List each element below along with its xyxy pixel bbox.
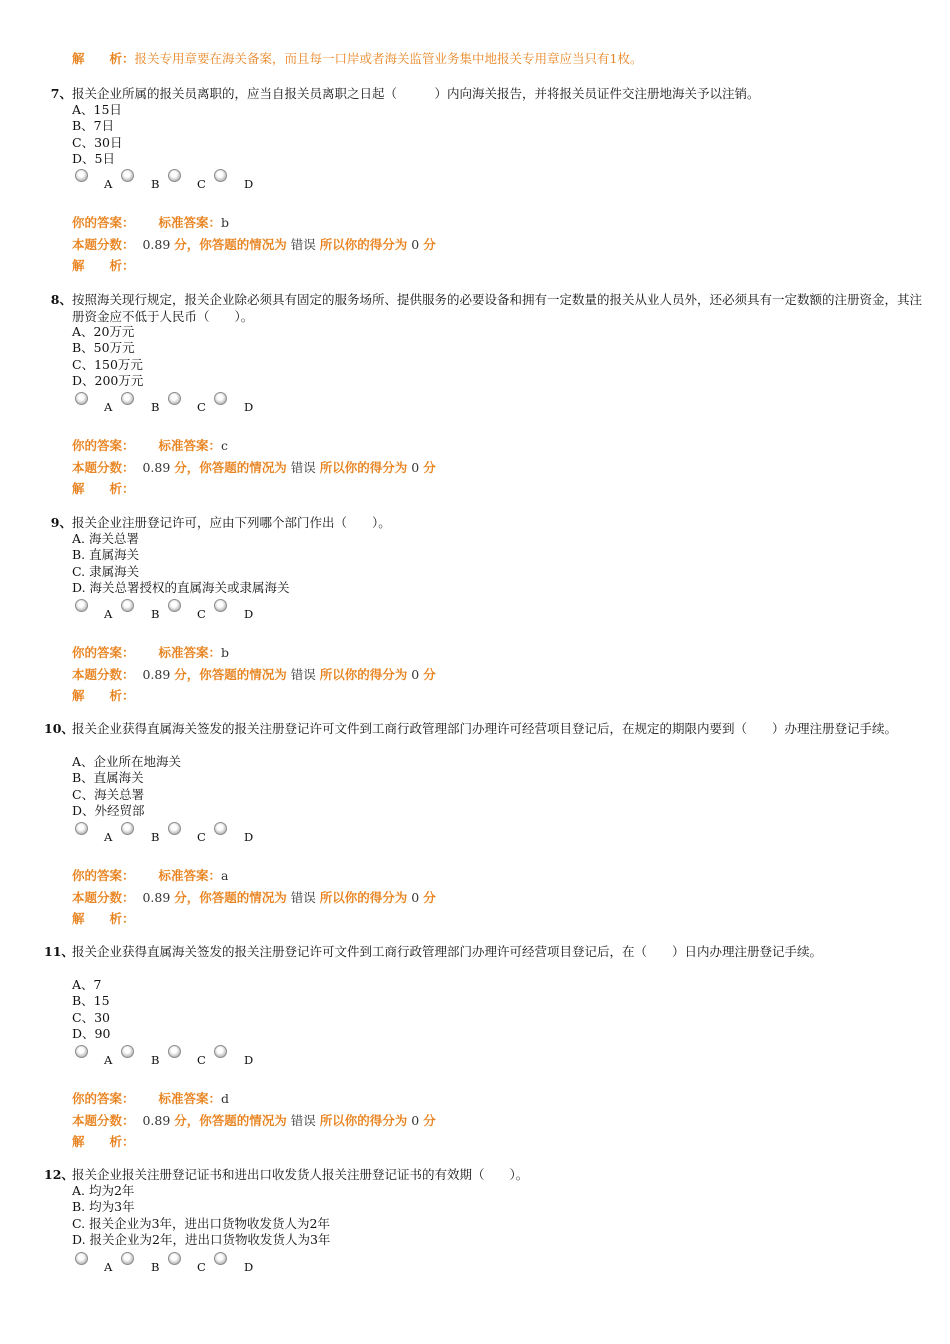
score-unit: 分，你答题的情况为 bbox=[174, 460, 287, 475]
score-value: 0.89 bbox=[142, 237, 171, 252]
radio-label-c: C bbox=[197, 177, 206, 191]
analysis-label: 解 析： bbox=[72, 1134, 135, 1149]
standard-answer-label: 标准答案： bbox=[158, 868, 222, 883]
gain-label: 所以你的得分为 bbox=[319, 890, 408, 905]
radio-d[interactable] bbox=[214, 822, 227, 835]
option-c: C、30 bbox=[72, 1009, 110, 1025]
option-d: D、外经贸部 bbox=[72, 802, 145, 818]
option-a: A、20万元 bbox=[72, 324, 135, 339]
score-label: 本题分数： bbox=[72, 237, 135, 252]
question-stem: 报关企业获得直属海关签发的报关注册登记许可文件到工商行政管理部门办理许可经营项目登记后，在规定的期限内要到（ ）办理注册登记手续。 bbox=[72, 721, 898, 736]
radio-label-a: A bbox=[104, 607, 113, 621]
question-number: 11、 bbox=[44, 944, 74, 959]
score-label: 本题分数： bbox=[72, 460, 135, 475]
radio-a[interactable] bbox=[75, 1045, 88, 1058]
question-number: 9、 bbox=[50, 515, 72, 530]
gain-value: 0 bbox=[411, 667, 420, 682]
score-value: 0.89 bbox=[142, 1113, 171, 1128]
option-c: C. 报关企业为3年，进出口货物收发货人为2年 bbox=[72, 1215, 330, 1231]
option-b: B. 均为3年 bbox=[72, 1199, 135, 1215]
radio-label-b: B bbox=[151, 607, 160, 621]
radio-label-d: D bbox=[244, 177, 254, 191]
option-c: C、150万元 bbox=[72, 356, 143, 372]
option-list bbox=[72, 102, 122, 167]
radio-a[interactable] bbox=[75, 169, 88, 182]
radio-b[interactable] bbox=[121, 1252, 134, 1265]
radio-label-d: D bbox=[244, 607, 254, 621]
question-stem: 报关企业报关注册登记证书和进出口收发货人报关注册登记证书的有效期（ ）。 bbox=[72, 1167, 529, 1182]
question-number: 12、 bbox=[44, 1167, 74, 1182]
question-number: 8、 bbox=[50, 292, 72, 307]
standard-answer-value: c bbox=[221, 438, 229, 453]
your-answer-label: 你的答案： bbox=[72, 438, 135, 453]
radio-c[interactable] bbox=[168, 169, 181, 182]
score-value: 0.89 bbox=[142, 667, 171, 682]
radio-b[interactable] bbox=[121, 599, 134, 612]
option-b: B. 直属海关 bbox=[72, 547, 140, 563]
radio-label-d: D bbox=[244, 400, 254, 414]
option-a: A. 海关总署 bbox=[72, 531, 139, 546]
gain-label: 所以你的得分为 bbox=[319, 460, 408, 475]
score-value: 0.89 bbox=[142, 460, 171, 475]
radio-label-c: C bbox=[197, 1260, 206, 1274]
answer-radio-group bbox=[72, 169, 292, 191]
option-d: D、5日 bbox=[72, 150, 115, 166]
gain-value: 0 bbox=[411, 237, 420, 252]
analysis-label: 解 析： bbox=[72, 481, 135, 496]
analysis-label: 解 析： bbox=[72, 258, 135, 273]
score-unit: 分，你答题的情况为 bbox=[174, 667, 287, 682]
option-a: A. 均为2年 bbox=[72, 1183, 135, 1198]
question-stem: 报关企业获得直属海关签发的报关注册登记许可文件到工商行政管理部门办理许可经营项目登记后，在（ ）日内办理注册登记手续。 bbox=[72, 944, 823, 959]
radio-c[interactable] bbox=[168, 599, 181, 612]
standard-answer-value: d bbox=[221, 1091, 230, 1106]
radio-label-c: C bbox=[197, 400, 206, 414]
score-label: 本题分数： bbox=[72, 890, 135, 905]
option-a: A、15日 bbox=[72, 102, 122, 117]
question-stem: 按照海关现行规定，报关企业除必须具有固定的服务场所、提供服务的必要设备和拥有一定数量的报关从业人员外，还必须具有一定数额的注册资金，其注册资金应不低于人民币（ ）。 bbox=[72, 292, 923, 324]
result-status: 错误 bbox=[290, 460, 316, 475]
your-answer-label: 你的答案： bbox=[72, 645, 135, 660]
option-b: B、50万元 bbox=[72, 340, 135, 356]
radio-b[interactable] bbox=[121, 1045, 134, 1058]
previous-question-analysis bbox=[72, 49, 642, 67]
analysis-label: 解 析： bbox=[72, 51, 135, 66]
option-d: D. 报关企业为2年，进出口货物收发货人为3年 bbox=[72, 1231, 331, 1247]
option-d: D、90 bbox=[72, 1025, 111, 1041]
radio-c[interactable] bbox=[168, 822, 181, 835]
radio-label-b: B bbox=[151, 400, 160, 414]
radio-c[interactable] bbox=[168, 1045, 181, 1058]
radio-label-d: D bbox=[244, 1053, 254, 1067]
radio-d[interactable] bbox=[214, 1252, 227, 1265]
radio-c[interactable] bbox=[168, 392, 181, 405]
score-label: 本题分数： bbox=[72, 667, 135, 682]
option-b: B、15 bbox=[72, 993, 110, 1009]
standard-answer-value: a bbox=[221, 868, 229, 883]
radio-d[interactable] bbox=[214, 169, 227, 182]
your-answer-label: 你的答案： bbox=[72, 868, 135, 883]
standard-answer-label: 标准答案： bbox=[158, 438, 222, 453]
analysis-label: 解 析： bbox=[72, 911, 135, 926]
radio-b[interactable] bbox=[121, 169, 134, 182]
analysis-text: 报关专用章要在海关备案，而且每一口岸或者海关监管业务集中地报关专用章应当只有1枚。 bbox=[134, 51, 643, 66]
standard-answer-label: 标准答案： bbox=[158, 215, 222, 230]
score-unit: 分，你答题的情况为 bbox=[174, 237, 287, 252]
radio-label-d: D bbox=[244, 830, 254, 844]
gain-label: 所以你的得分为 bbox=[319, 1113, 408, 1128]
result-status: 错误 bbox=[290, 667, 316, 682]
radio-a[interactable] bbox=[75, 822, 88, 835]
radio-label-d: D bbox=[244, 1260, 254, 1274]
radio-label-a: A bbox=[104, 830, 113, 844]
radio-a[interactable] bbox=[75, 599, 88, 612]
radio-a[interactable] bbox=[75, 392, 88, 405]
radio-label-b: B bbox=[151, 1260, 160, 1274]
option-b: B、7日 bbox=[72, 118, 115, 134]
option-c: C、30日 bbox=[72, 134, 123, 150]
answer-radio-group bbox=[72, 822, 292, 844]
option-c: C、海关总署 bbox=[72, 786, 145, 802]
option-d: D、200万元 bbox=[72, 372, 144, 388]
gain-value: 0 bbox=[411, 1113, 420, 1128]
score-unit: 分，你答题的情况为 bbox=[174, 1113, 287, 1128]
standard-answer-label: 标准答案： bbox=[158, 1091, 222, 1106]
question-number: 10、 bbox=[44, 721, 74, 736]
option-a: A、企业所在地海关 bbox=[72, 754, 182, 769]
option-list bbox=[72, 531, 290, 596]
radio-label-a: A bbox=[104, 1260, 113, 1274]
radio-a[interactable] bbox=[75, 1252, 88, 1265]
standard-answer-value: b bbox=[221, 645, 230, 660]
option-list bbox=[72, 754, 181, 819]
analysis-label: 解 析： bbox=[72, 688, 135, 703]
answer-radio-group bbox=[72, 599, 292, 621]
radio-d[interactable] bbox=[214, 1045, 227, 1058]
radio-label-a: A bbox=[104, 1053, 113, 1067]
score-label: 本题分数： bbox=[72, 1113, 135, 1128]
gain-unit: 分 bbox=[423, 1113, 436, 1128]
your-answer-label: 你的答案： bbox=[72, 1091, 135, 1106]
your-answer-label: 你的答案： bbox=[72, 215, 135, 230]
radio-d[interactable] bbox=[214, 599, 227, 612]
score-value: 0.89 bbox=[142, 890, 171, 905]
gain-unit: 分 bbox=[423, 460, 436, 475]
radio-label-b: B bbox=[151, 830, 160, 844]
gain-value: 0 bbox=[411, 460, 420, 475]
option-c: C. 隶属海关 bbox=[72, 563, 140, 579]
radio-label-a: A bbox=[104, 177, 113, 191]
radio-c[interactable] bbox=[168, 1252, 181, 1265]
option-b: B、直属海关 bbox=[72, 770, 144, 786]
radio-b[interactable] bbox=[121, 822, 134, 835]
score-unit: 分，你答题的情况为 bbox=[174, 890, 287, 905]
option-list bbox=[72, 977, 110, 1042]
gain-value: 0 bbox=[411, 890, 420, 905]
answer-radio-group bbox=[72, 1045, 292, 1067]
gain-label: 所以你的得分为 bbox=[319, 237, 408, 252]
answer-radio-group bbox=[72, 392, 292, 414]
radio-label-b: B bbox=[151, 1053, 160, 1067]
question-number: 7、 bbox=[50, 86, 72, 101]
radio-d[interactable] bbox=[214, 392, 227, 405]
radio-label-a: A bbox=[104, 400, 113, 414]
result-status: 错误 bbox=[290, 890, 316, 905]
option-list bbox=[72, 324, 143, 389]
answer-radio-group bbox=[72, 1252, 292, 1274]
radio-label-b: B bbox=[151, 177, 160, 191]
radio-label-c: C bbox=[197, 1053, 206, 1067]
question-stem: 报关企业注册登记许可，应由下列哪个部门作出（ ）。 bbox=[72, 515, 391, 530]
option-list bbox=[72, 1183, 330, 1248]
option-a: A、7 bbox=[72, 977, 102, 992]
radio-label-c: C bbox=[197, 607, 206, 621]
radio-label-c: C bbox=[197, 830, 206, 844]
radio-b[interactable] bbox=[121, 392, 134, 405]
result-status: 错误 bbox=[290, 1113, 316, 1128]
option-d: D. 海关总署授权的直属海关或隶属海关 bbox=[72, 579, 290, 595]
standard-answer-value: b bbox=[221, 215, 230, 230]
gain-unit: 分 bbox=[423, 890, 436, 905]
gain-unit: 分 bbox=[423, 667, 436, 682]
gain-label: 所以你的得分为 bbox=[319, 667, 408, 682]
standard-answer-label: 标准答案： bbox=[158, 645, 222, 660]
result-status: 错误 bbox=[290, 237, 316, 252]
gain-unit: 分 bbox=[423, 237, 436, 252]
question-stem: 报关企业所属的报关员离职的，应当自报关员离职之日起（ ）内向海关报告，并将报关员证件交注册地海关予以注销。 bbox=[72, 86, 760, 101]
